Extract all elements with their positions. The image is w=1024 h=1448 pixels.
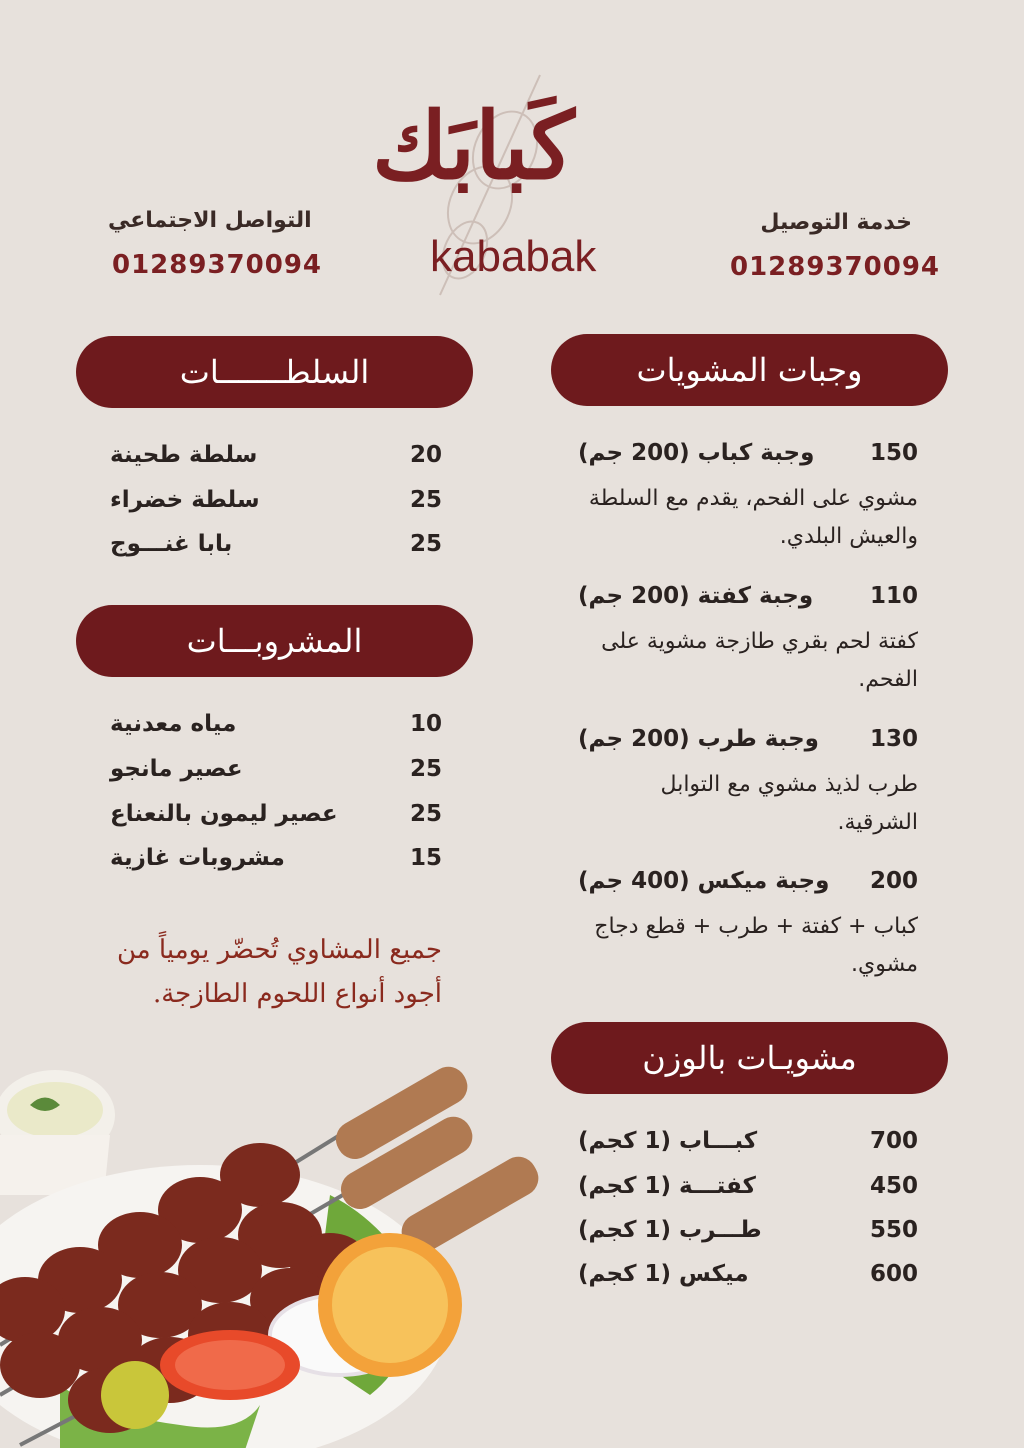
by-weight-item bbox=[578, 1173, 918, 1199]
salad-item bbox=[110, 487, 442, 513]
by-weight-item bbox=[578, 1217, 918, 1243]
social-phone[interactable]: 01289370094 bbox=[112, 250, 322, 280]
by-weight-item-name: كبـــاب (1 كجم) bbox=[578, 1128, 758, 1154]
grill-item bbox=[578, 868, 918, 894]
by-weight-item-name: ميكس (1 كجم) bbox=[578, 1261, 749, 1287]
drink-item bbox=[110, 845, 442, 871]
grill-item-desc: طرب لذيذ مشوي مع التوابل الشرقية. bbox=[660, 772, 918, 835]
grill-item-name: وجبة ميكس (400 جم) bbox=[578, 868, 830, 894]
drink-item-price: 10 bbox=[409, 711, 442, 737]
by-weight-item bbox=[578, 1128, 918, 1154]
social-label: التواصل الاجتماعي bbox=[108, 208, 312, 233]
salad-item-price: 25 bbox=[409, 487, 442, 513]
tagline-line: جميع المشاوي تُحضّر يومياً من bbox=[116, 935, 442, 965]
drink-item-name: مشروبات غازية bbox=[110, 845, 285, 871]
by-weight-item-price: 700 bbox=[869, 1128, 918, 1154]
drink-item-price: 25 bbox=[409, 756, 442, 782]
kebab-plate-image bbox=[0, 1045, 560, 1448]
by-weight-item-price: 450 bbox=[869, 1173, 918, 1199]
drink-item-name: عصير ليمون بالنعناع bbox=[110, 801, 338, 827]
by-weight-item bbox=[578, 1261, 918, 1287]
logo-latin: kababak bbox=[430, 232, 597, 281]
drink-item bbox=[110, 756, 442, 782]
grills-section-header: وجبات المشويات bbox=[551, 334, 948, 406]
grill-item-name: وجبة كفتة (200 جم) bbox=[578, 583, 814, 609]
grill-item-desc: كباب + كفتة + طرب + قطع دجاج مشوي. bbox=[594, 914, 918, 977]
drinks-section-header: المشروبـــات bbox=[76, 605, 473, 677]
salad-item bbox=[110, 531, 442, 557]
by-weight-item-name: كفتـــة (1 كجم) bbox=[578, 1173, 756, 1199]
tagline-line: أجود أنواع اللحوم الطازجة. bbox=[152, 979, 442, 1009]
grill-item-desc: كفتة لحم بقري طازجة مشوية على الفحم. bbox=[601, 629, 918, 692]
drink-item-price: 25 bbox=[409, 801, 442, 827]
grill-item-name: وجبة طرب (200 جم) bbox=[578, 726, 819, 752]
salad-item-name: سلطة خضراء bbox=[110, 487, 260, 513]
salad-item bbox=[110, 442, 442, 468]
grill-item bbox=[578, 440, 918, 466]
logo-arabic: كَبابَك bbox=[372, 92, 575, 200]
grill-item-name: وجبة كباب (200 جم) bbox=[578, 440, 815, 466]
grill-item bbox=[578, 583, 918, 609]
drink-item bbox=[110, 711, 442, 737]
salad-item-price: 25 bbox=[409, 531, 442, 557]
grill-item-price: 110 bbox=[869, 583, 918, 609]
grill-item bbox=[578, 726, 918, 752]
by-weight-item-price: 550 bbox=[869, 1217, 918, 1243]
salads-section-header: السلطـــــــات bbox=[76, 336, 473, 408]
grill-item-price: 200 bbox=[869, 868, 918, 894]
drink-item-price: 15 bbox=[409, 845, 442, 871]
grill-item-desc: مشوي على الفحم، يقدم مع السلطة والعيش البلدي. bbox=[588, 486, 918, 549]
grill-item-price: 130 bbox=[869, 726, 918, 752]
by-weight-item-price: 600 bbox=[869, 1261, 918, 1287]
delivery-phone[interactable]: 01289370094 bbox=[730, 252, 940, 282]
salad-item-name: سلطة طحينة bbox=[110, 442, 258, 468]
delivery-label: خدمة التوصيل bbox=[760, 210, 912, 235]
tagline bbox=[90, 928, 442, 1016]
drink-item-name: عصير مانجو bbox=[110, 756, 243, 782]
by-weight-section-header: مشويـات بالوزن bbox=[551, 1022, 948, 1094]
salad-item-price: 20 bbox=[409, 442, 442, 468]
by-weight-item-name: طـــرب (1 كجم) bbox=[578, 1217, 762, 1243]
drink-item bbox=[110, 801, 442, 827]
grill-item-price: 150 bbox=[869, 440, 918, 466]
drink-item-name: مياه معدنية bbox=[110, 711, 237, 737]
salad-item-name: بابا غنـــوج bbox=[110, 531, 233, 557]
